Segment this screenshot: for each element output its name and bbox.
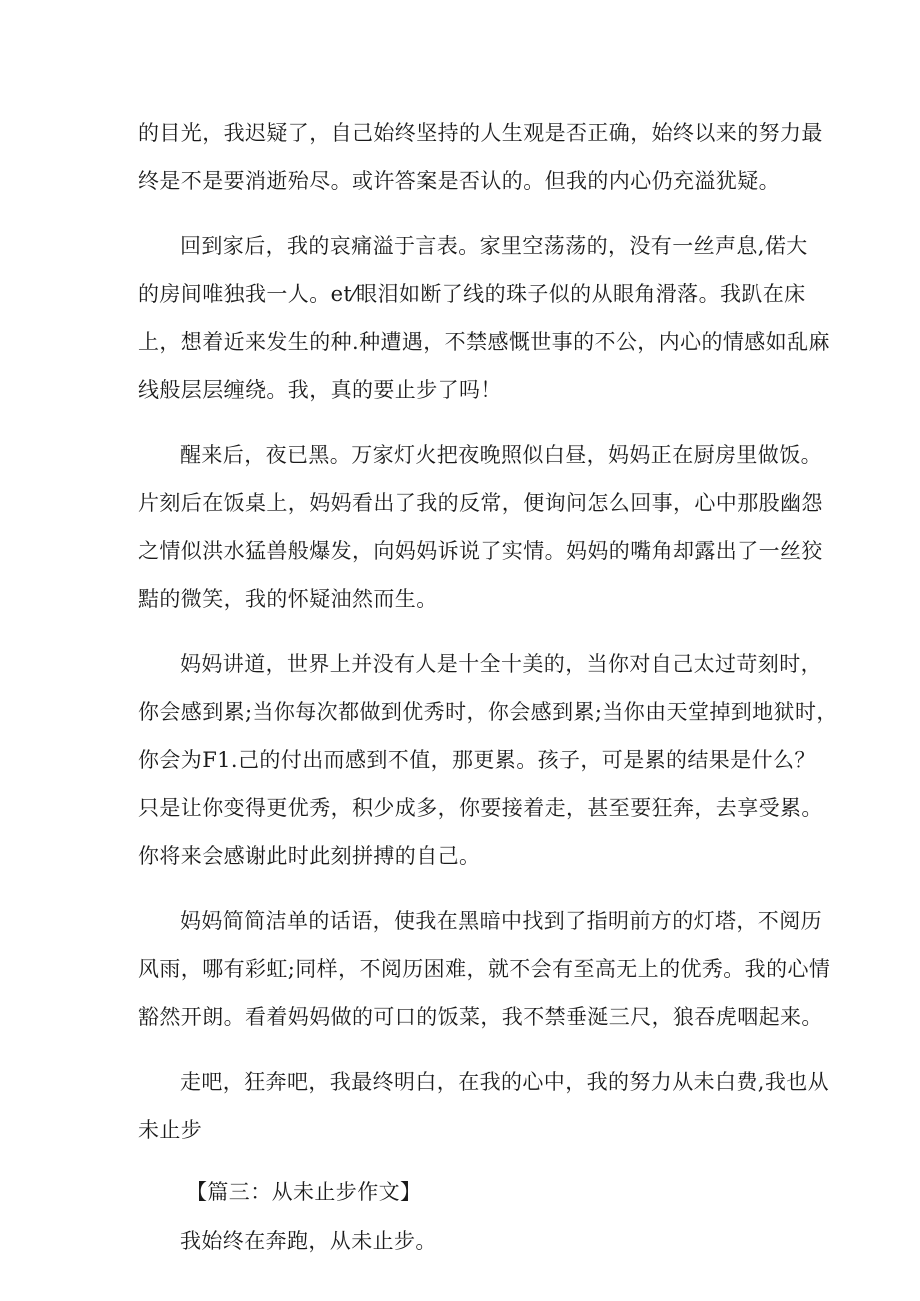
text-line: 的房间唯独我一人。et⁄眼泪如断了线的珠子似的从眼角滑落。我趴在床 bbox=[138, 282, 806, 306]
text-line: 线般层层缠绕。我，真的要止步了吗！ bbox=[138, 378, 502, 402]
text-line: 你会感到累;当你每次都做到优秀时，你会感到累;当你由天堂掉到地狱时， bbox=[138, 700, 838, 724]
text-line: 妈妈简简洁单的话语，使我在黑暗中找到了指明前方的灯塔，不阅历 bbox=[180, 909, 822, 933]
section-heading: 【篇三：从未止步作文】 bbox=[186, 1180, 422, 1204]
text-line: 未止步 bbox=[138, 1118, 203, 1142]
text-line: 你会为F1.己的付出而感到不值，那更累。孩子，可是累的结果是什么？ bbox=[138, 748, 816, 772]
text-line: 风雨，哪有彩虹;同样，不阅历困难，就不会有至高无上的优秀。我的心情 bbox=[138, 957, 831, 981]
text-line: 片刻后在饭桌上，妈妈看出了我的反常，便询问怎么回事，心中那股幽怨 bbox=[138, 491, 823, 515]
text-line: 回到家后，我的哀痛溢于言表。家里空荡荡的，没有一丝声息,偌大 bbox=[180, 234, 808, 258]
text-line: 妈妈讲道，世界上并没有人是十全十美的，当你对自己太过苛刻时， bbox=[180, 652, 822, 676]
text-line: 黠的微笑，我的怀疑油然而生。 bbox=[138, 587, 438, 611]
text-line: 只是让你变得更优秀，积少成多，你要接着走，甚至要狂奔，去享受累。 bbox=[138, 796, 823, 820]
text-line: 的目光，我迟疑了，自己始终坚持的人生观是否正确，始终以来的努力最 bbox=[138, 121, 823, 145]
text-line: 我始终在奔跑，从未止步。 bbox=[180, 1229, 437, 1253]
text-line: 终是不是要消逝殆尽。或许答案是否认的。但我的内心仍充溢犹疑。 bbox=[138, 169, 780, 193]
text-line: 豁然开朗。看着妈妈做的可口的饭菜，我不禁垂涎三尺，狼吞虎咽起来。 bbox=[138, 1005, 823, 1029]
text-line: 你将来会感谢此时此刻拼搏的自己。 bbox=[138, 844, 481, 868]
text-line: 之情似洪水猛兽般爆发，向妈妈诉说了实情。妈妈的嘴角却露出了一丝狡 bbox=[138, 539, 823, 563]
text-line: 醒来后，夜已黑。万家灯火把夜晚照似白昼，妈妈正在厨房里做饭。 bbox=[180, 443, 822, 467]
text-line: 走吧，狂奔吧，我最终明白，在我的心中，我的努力从未白费,我也从 bbox=[180, 1070, 830, 1094]
text-line: 上，想着近来发生的种.种遭遇，不禁感慨世事的不公，内心的情感如乱麻 bbox=[138, 330, 830, 354]
